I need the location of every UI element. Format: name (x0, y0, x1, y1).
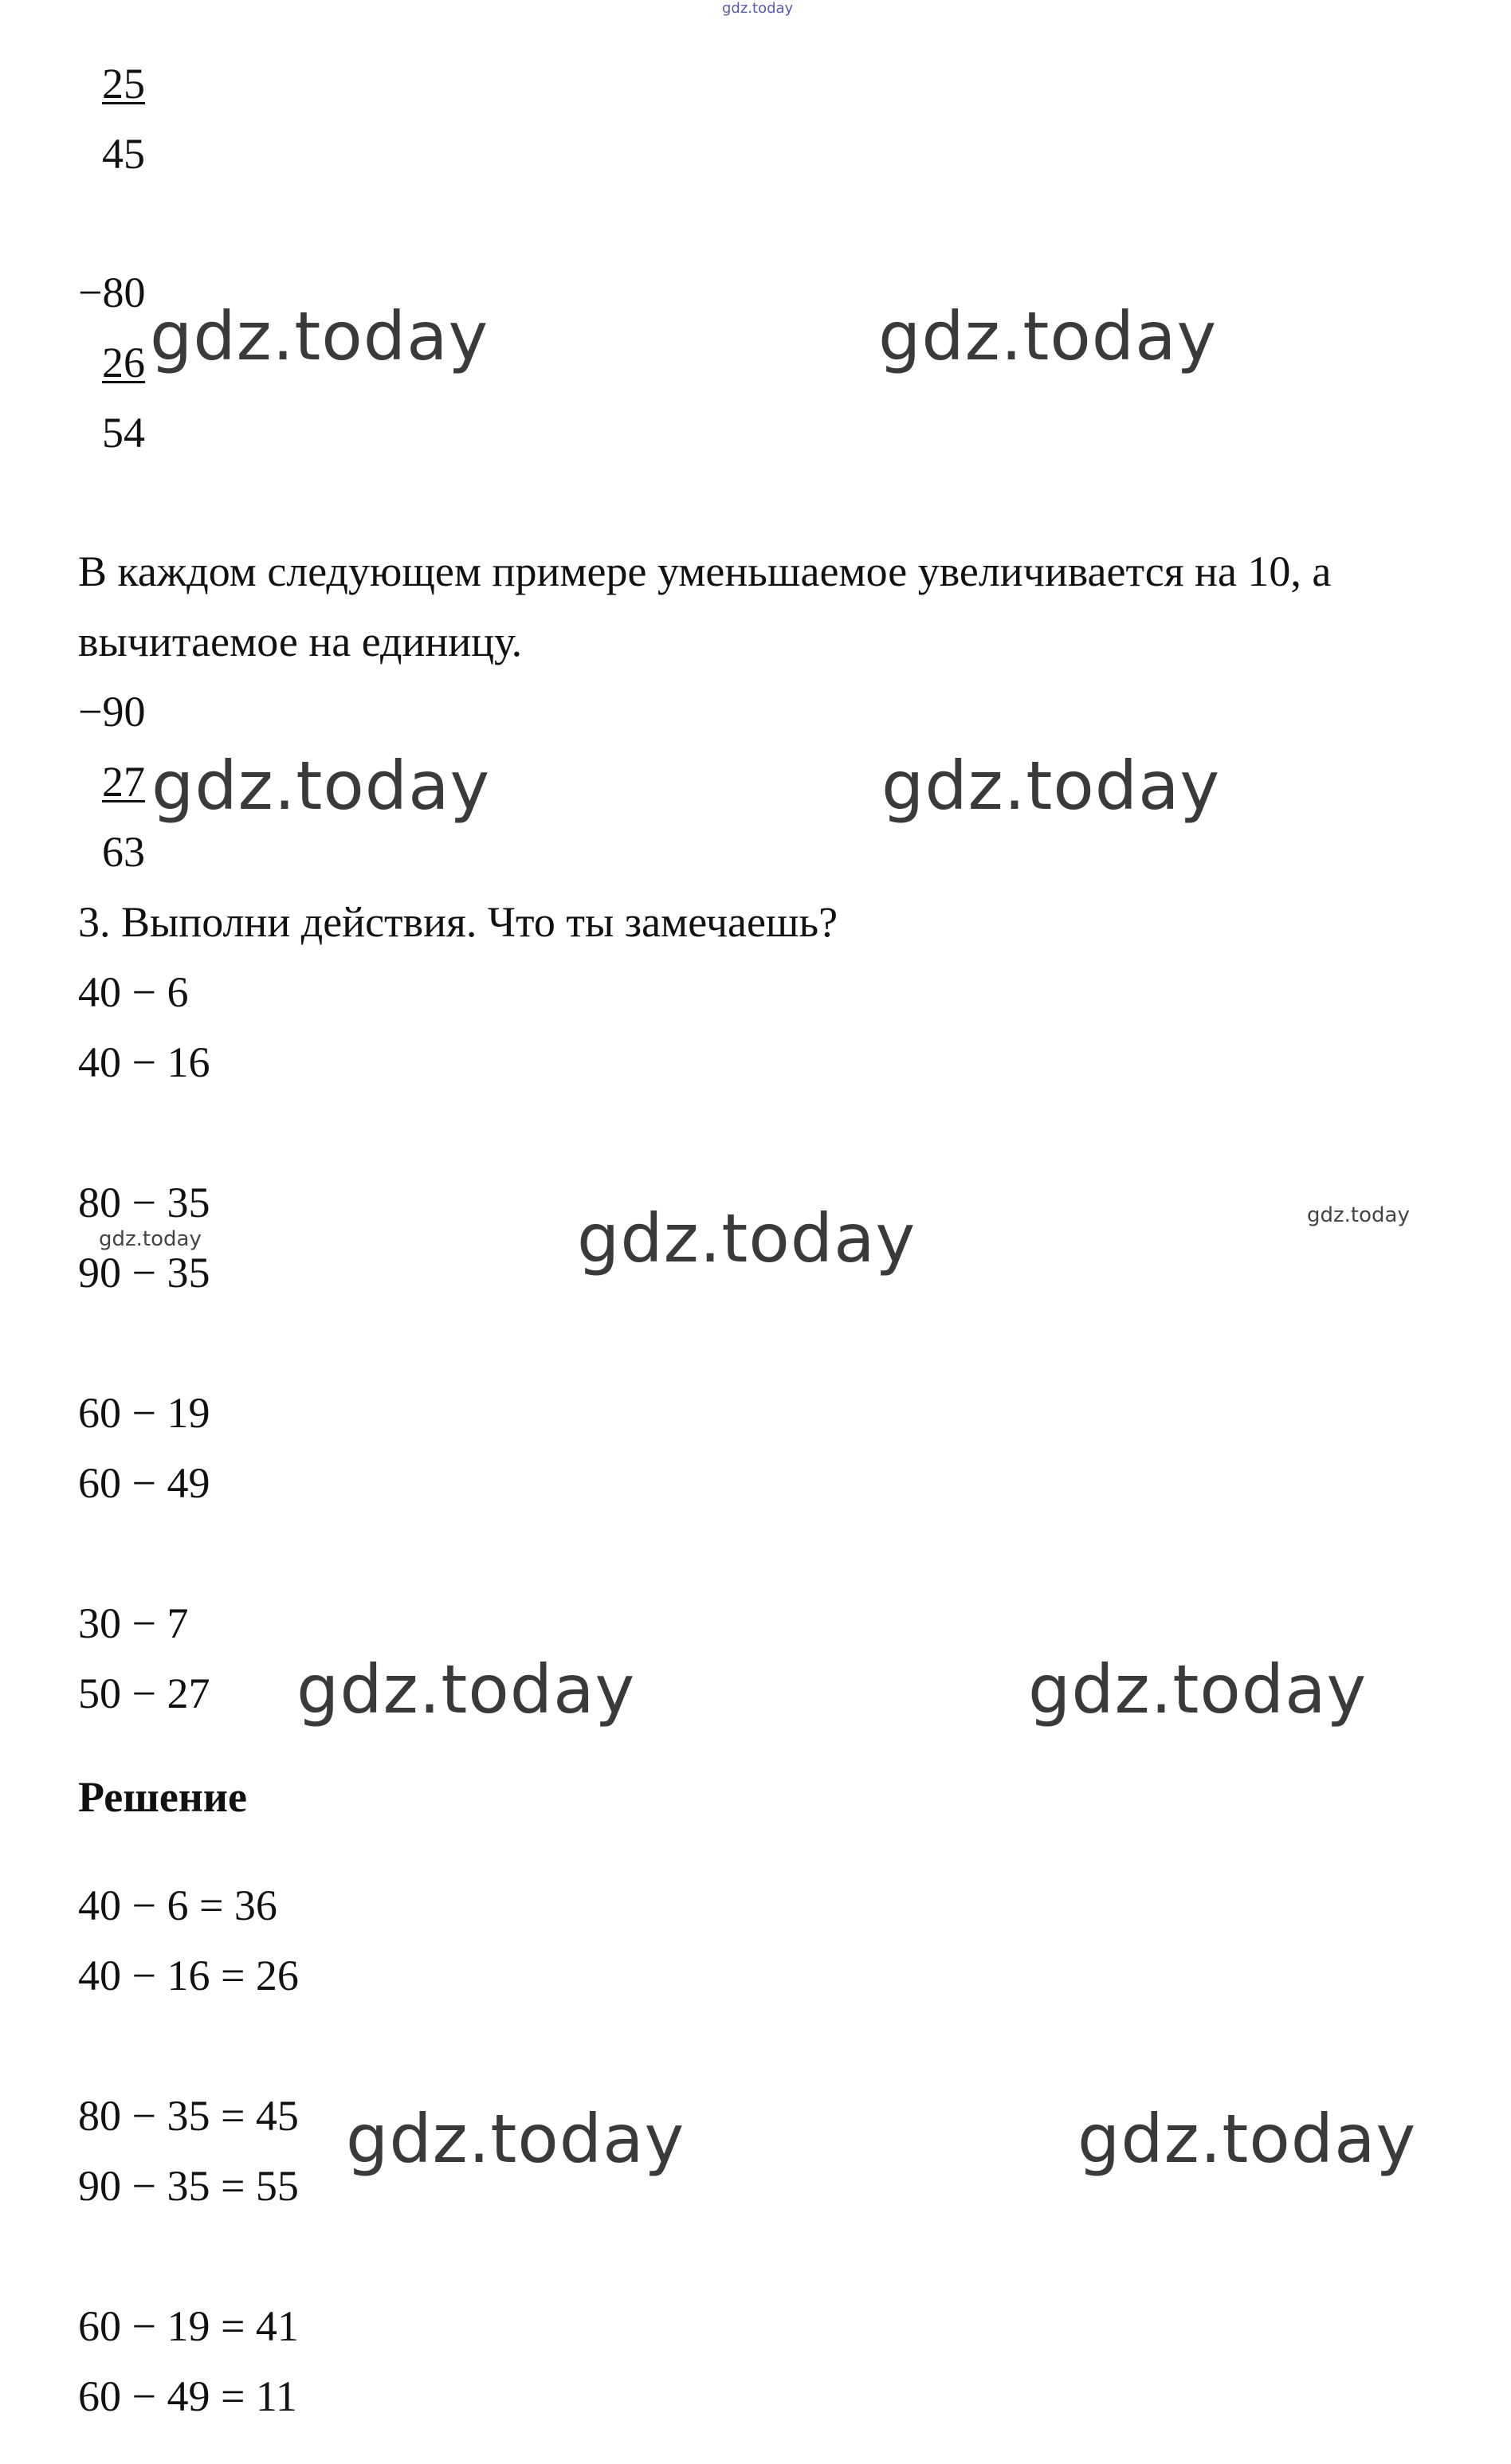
watermark-top: gdz.today (722, 0, 794, 17)
task-expression: 90 − 35 (78, 1249, 210, 1297)
solution-line: 60 − 49 = 11 (78, 2372, 297, 2420)
block1-difference: 45 (102, 130, 145, 178)
watermark-large: gdz.today (151, 747, 491, 825)
block2-difference: 54 (102, 409, 145, 457)
solution-line: 90 − 35 = 55 (78, 2162, 299, 2210)
watermark-large: gdz.today (577, 1199, 916, 1277)
task-expression: 40 − 6 (78, 968, 189, 1016)
watermark-small: gdz.today (99, 1227, 202, 1251)
block3-minuend: −90 (78, 688, 146, 736)
note-line-2: вычитаемое на единицу. (78, 618, 523, 665)
watermark-large: gdz.today (1028, 1650, 1368, 1728)
solution-heading: Решение (78, 1773, 247, 1821)
block1-subtrahend: 25 (102, 60, 145, 108)
watermark-large: gdz.today (150, 297, 489, 375)
note-line-1: В каждом следующем примере уменьшаемое увеличивается на 10, а (78, 547, 1332, 595)
task-expression: 60 − 19 (78, 1389, 210, 1437)
block3-subtrahend: 27 (102, 758, 145, 806)
solution-line: 40 − 16 = 26 (78, 1952, 299, 1999)
solution-line: 80 − 35 = 45 (78, 2092, 299, 2140)
task-title: 3. Выполни действия. Что ты замечаешь? (78, 898, 838, 946)
task-expression: 80 − 35 (78, 1179, 210, 1226)
task-expression: 60 − 49 (78, 1459, 210, 1507)
watermark-large: gdz.today (881, 747, 1221, 825)
watermark-large: gdz.today (296, 1650, 636, 1728)
watermark-small: gdz.today (1307, 1203, 1410, 1227)
watermark-large: gdz.today (1077, 2100, 1417, 2178)
watermark-large: gdz.today (346, 2100, 685, 2178)
task-expression: 40 − 16 (78, 1038, 210, 1086)
block3-difference: 63 (102, 828, 145, 876)
task-expression: 30 − 7 (78, 1599, 189, 1647)
watermark-large: gdz.today (878, 297, 1218, 375)
block2-subtrahend: 26 (102, 339, 145, 386)
solution-line: 40 − 6 = 36 (78, 1881, 277, 1929)
solution-line: 60 − 19 = 41 (78, 2302, 299, 2350)
block2-minuend: −80 (78, 269, 146, 316)
task-expression: 50 − 27 (78, 1669, 210, 1717)
